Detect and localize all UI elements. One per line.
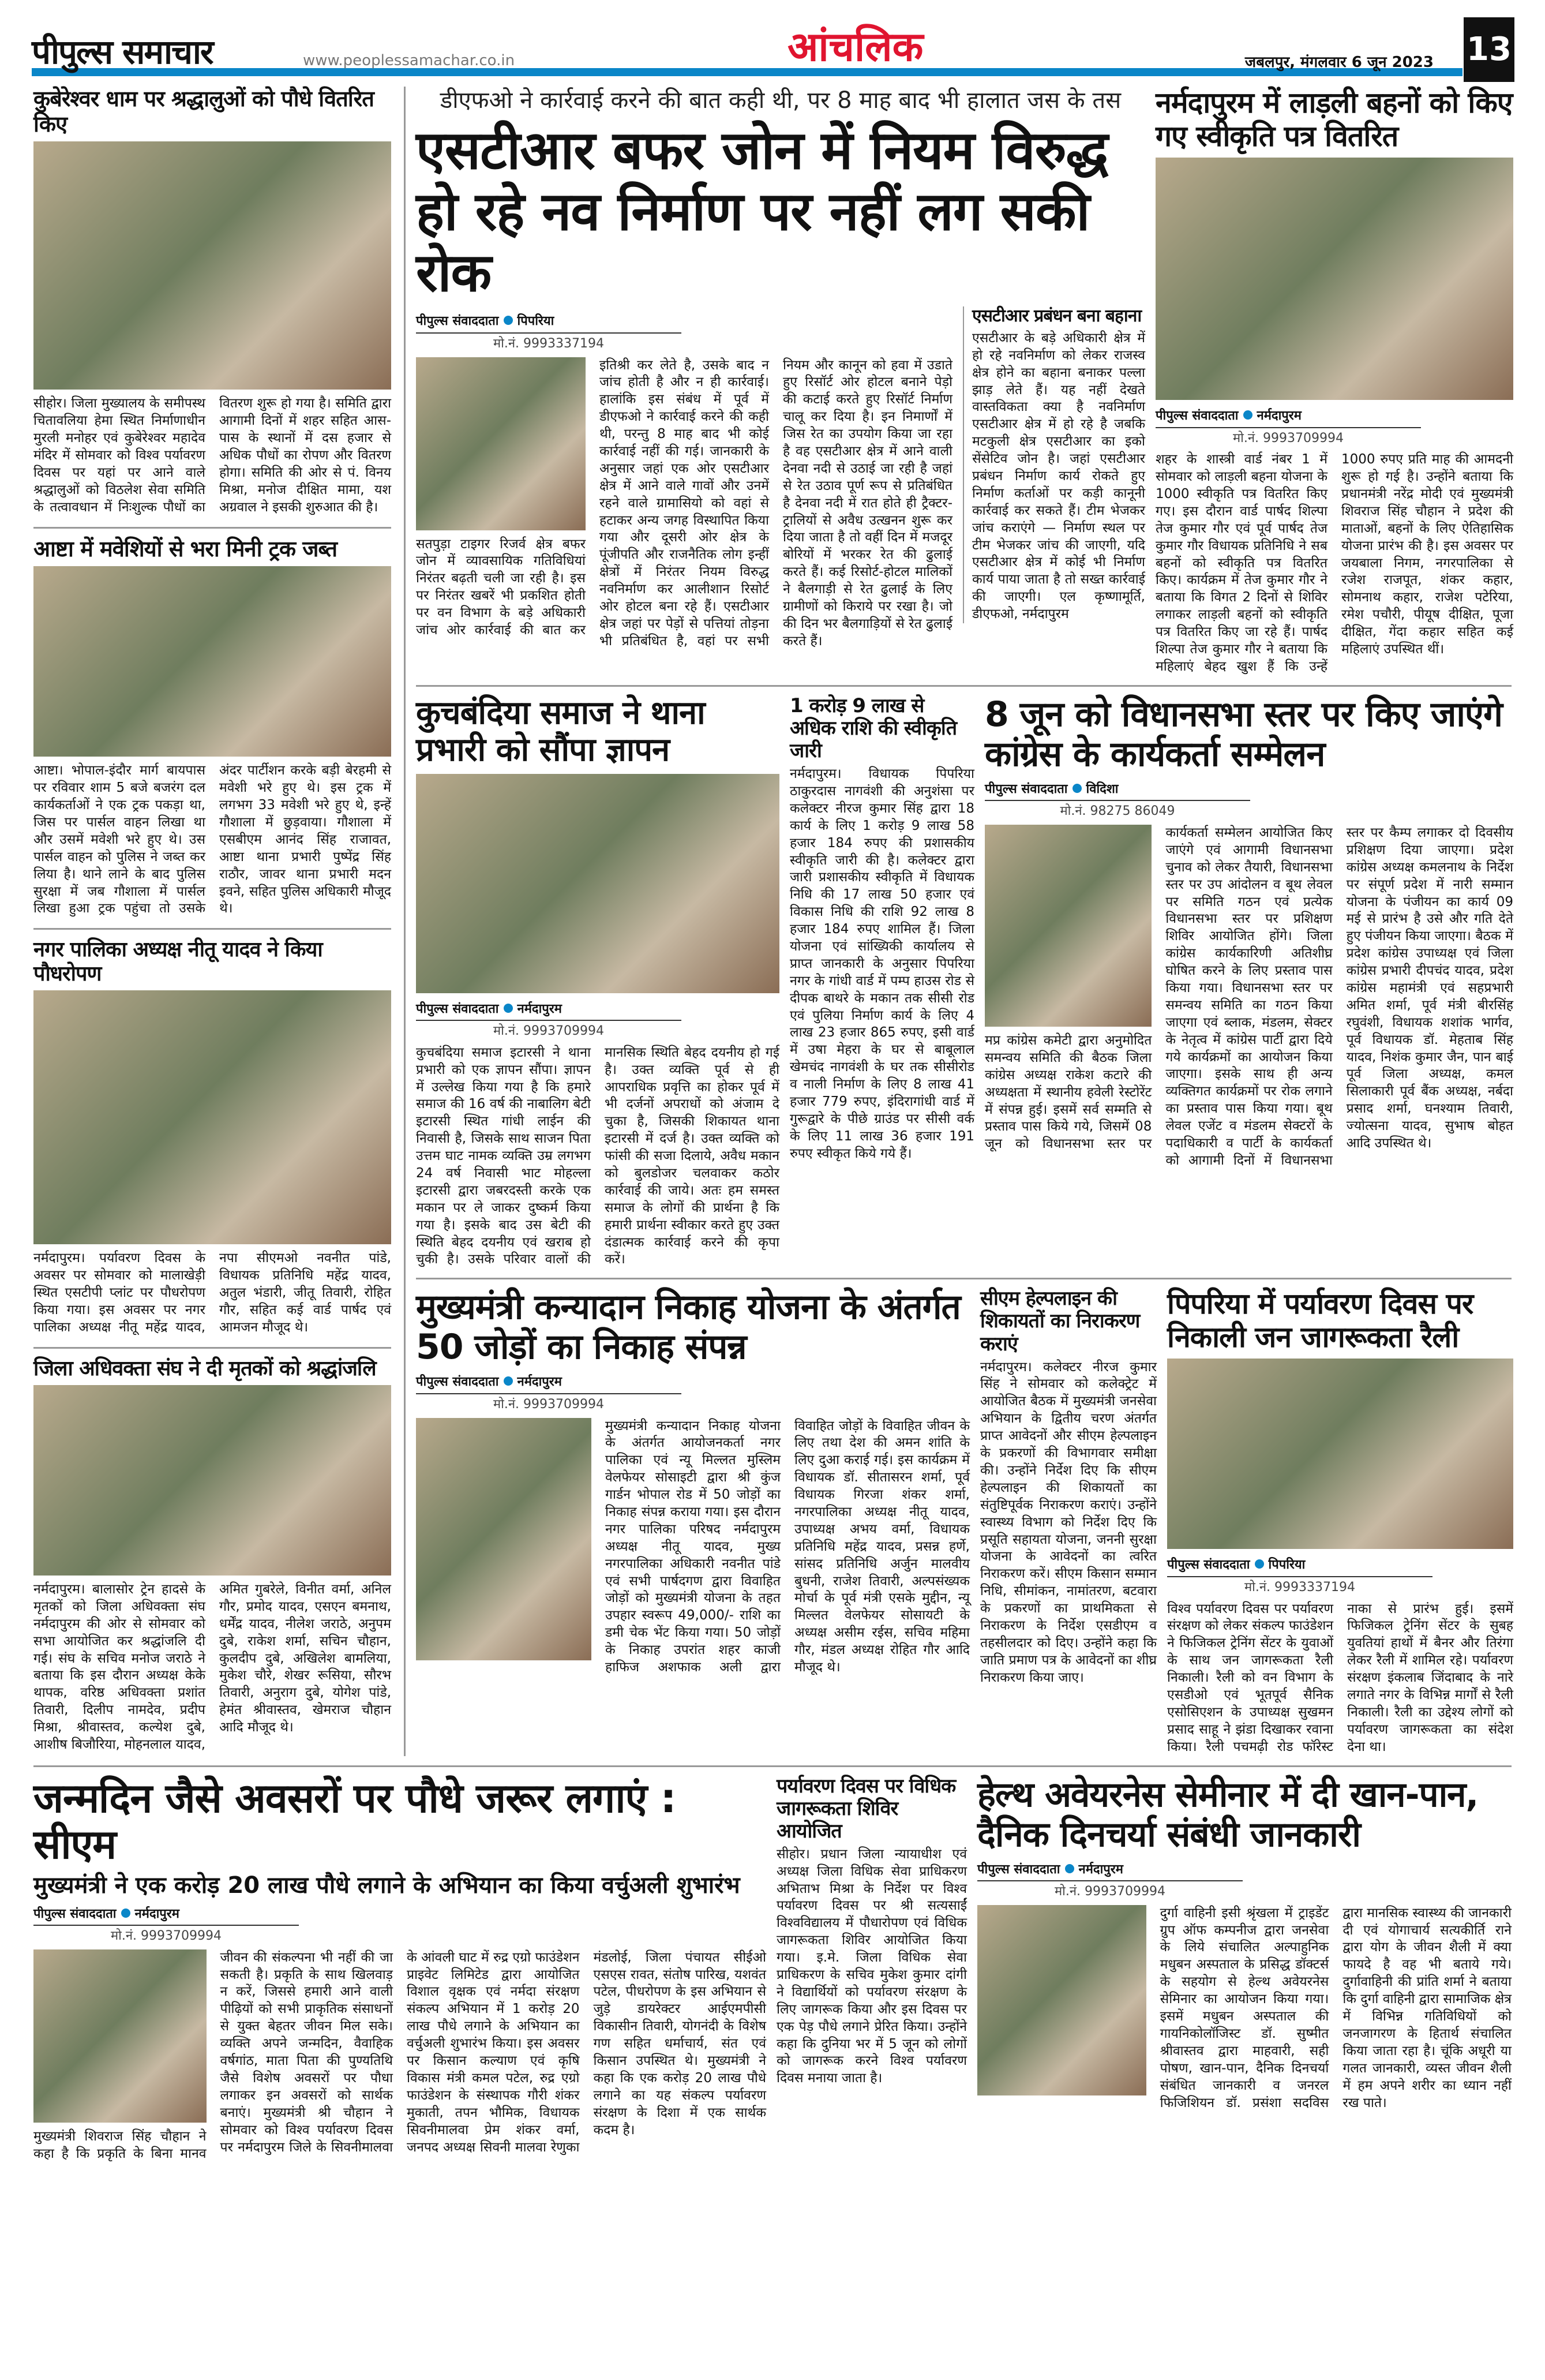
article-kuchbandiya [416,695,779,1269]
article-satr [416,87,1145,650]
article-byline [985,779,1250,802]
page-content [33,87,1512,2162]
article-headline: कुबेरेश्वर धाम पर श्रद्धालुओं को पौधे वितरित किए [33,86,374,137]
dateline-place: नर्मदापुरम [134,1906,179,1921]
news-row [416,685,1512,1269]
dateline-place: पिपरिया [517,314,554,329]
reporter-name: पीपुल्स संवाददाता [416,314,499,329]
article-congress [985,695,1513,1170]
article-body-text: दुर्गा वाहिनी इसी श्रृंखला में ट्राइडेंट ग्रुप ऑफ कम्पनीज द्वारा जनसेवा के लिये संचालित अल्पाहुनिक मधुबन अस्पताल के प्रसिद्ध डॉक्टर्स के सहयोग से हेल्थ अवेयरनेस सेमिनार का आयोजन किया गया। इसमें मधुबन अस्पताल की गायनिकोलॉजिस्ट डॉ. सुष्मीत श्रीवास्तव द्वारा माहवारी, सही पोषण, खान-पान, दैनिक दिनचर्या संबंधित जानकारी व जनरल फिजिशियन डॉ. प्रसंशा सदविस द्वारा मानसिक स्वास्थ्य की जानकारी दी एवं योगाचार्य सत्यकीर्ति राने द्वारा योग के जीवन शैली में क्या फायदे है वह भी बताये गये। दुर्गावाहिनी की प्रांति शर्मा ने बताया कि दुर्गा वाहिनी द्वारा सामाजिक क्षेत्र में विभिन्न गतिविधियों को जनजागरण के हितार्थ संचालित किया जाता रहा है। चूंकि अधूरी या गलत जानकारी, व्यस्त जीवन शैली में हम अपने शरीर का ध्यान नहीं रख पाते। [1160,1905,1512,2110]
article-photo [33,1385,391,1576]
reporter-mobile: मो.नं. 9993337194 [493,336,604,351]
article-headline: कुचबंदिया समाज ने थाना प्रभारी को सौंपा ज्ञापन [416,694,705,769]
article-headline: आष्टा में मवेशियों से भरा मिनी ट्रक जब्त [33,536,337,562]
article-kicker: डीएफओ ने कार्रवाई करने की बात कही थी, पर 8 माह बाद भी हालात जस के तस [440,87,1122,114]
article-photo [33,1949,207,2123]
article-byline [416,999,681,1021]
article-body [33,395,391,516]
article-body-text: नर्मदापुरम। पर्यावरण दिवस के अवसर पर सोमवार को मालाखेड़ी स्थित एसटीपी प्लांट पर पौधरोपण किया गया। इस अवसर पर नगर पालिका अध्यक्ष नीतू महेंद्र यादव, नपा सीएमओ नवनीत पांडे, विधायक प्रतिनिधि महेंद्र यादव, अतुल भंडारी, जीतू तिवारी, रोहित गौर, सहित कई वार्ड पार्षद एवं आमजन मौजूद थे। [33,1251,391,1335]
article-headline: नर्मदापुरम में लाड़ली बहनों को किए गए स्वीकृति पत्र वितरित [1156,86,1513,153]
article-byline [977,1859,1243,1882]
reporter-name: पीपुल्स संवाददाता [33,1906,117,1921]
satr-side-slot [963,306,1145,623]
article-byline [1167,1555,1432,1577]
reporter-name: पीपुल्स संवाददाता [416,1001,499,1016]
article-headline: 1 करोड़ 9 लाख से अधिक राशि की स्वीकृति जारी [790,694,957,762]
news-row [416,87,1512,676]
article-headline: मुख्यमंत्री कन्यादान निकाह योजना के अंतर्गत 50 जोड़ों का निकाह संपन्न [416,1287,961,1368]
satr-main-column [416,306,952,650]
article-photo [985,825,1152,1027]
article-body [33,1581,391,1754]
article-headline: पर्यावरण दिवस पर विधिक जागरूकता शिविर आयोजित [777,1774,956,1843]
article-adhivakta [33,1347,391,1754]
reporter-mobile: मो.नं. 9993709994 [493,1397,604,1412]
reporter-name: पीपुल्स संवाददाता [985,781,1068,796]
article-photo [1156,158,1513,400]
article-headline: जिला अधिवक्ता संघ ने दी मृतकों को श्रद्धांजलि [33,1356,376,1380]
left-column [33,87,391,1754]
article-headline: एसटीआर प्रबंधन बना बहाना [972,306,1142,327]
article-photo [33,990,391,1244]
news-row [416,1278,1512,1756]
article-headline: जन्मदिन जैसे अवसरों पर पौधे जरूर लगाएं : सीएम [33,1774,676,1869]
bullet-icon [504,316,513,325]
article-subheadline: मुख्यमंत्री ने एक करोड़ 20 लाख पौधे लगाने के अभियान का किया वर्चुअली शुभारंभ [33,1872,740,1899]
article-body-text: नर्मदापुरम। कलेक्टर नीरज कुमार सिंह ने सोमवार को कलेक्ट्रेट में आयोजित बैठक में मुख्यमंत्री जनसेवा अभियान के द्वितीय चरण अंतर्गत प्राप्त आवेदनों और सीएम हेल्पलाइन के प्रकरणों की विभागवार समीक्षा की। उन्होंने निर्देश दिए कि सीएम हेल्पलाइन की शिकायतों का संतुष्टिपूर्वक निराकरण कराएं। उन्होंने स्वास्थ्य विभाग को निर्देश दिए कि प्रसूति सहायता योजना, जननी सुरक्षा योजना के आवेदनों का त्वरित निराकरण करें। सीएम किसान सम्मान निधि, सीमांकन, नामांतरण, बटवारा के प्रकरणों का प्राथमिकता से निराकरण के निर्देश एसडीएम व तहसीलदार को दिए। उन्होंने कहा कि जाति प्रमाण पत्र के आवेदनों का शीघ्र निराकरण किया जाए। [980,1359,1157,1685]
bullet-icon [504,1004,513,1013]
article-byline [33,1904,299,1926]
bullet-icon [1255,1559,1264,1569]
article-headline: पिपरिया में पर्यावरण दिवस पर निकाली जन जागरूकता रैली [1167,1287,1473,1354]
upper-section [33,87,1512,1756]
article-body-text: मुख्यमंत्री कन्यादान निकाह योजना के अंतर्गत आयोजनकर्ता नगर पालिका एवं न्यू मिल्लत मुस्लिम वेलफेयर सोसाइटी द्वारा श्री कुंज गार्डन भोपाल रोड में 50 जोड़ों का निकाह संपन्न कराया गया। इस दौरान नगर पालिका परिषद नर्मदापुरम अध्यक्ष नीतू यादव, मुख्य नगरपालिका अधिकारी नवनीत पांडे एवं सभी पार्षदगण द्वारा विवाहित जोड़ों को मुख्यमंत्री योजना के तहत उपहार स्वरूप 49,000/- राशि का डमी चेक भेंट किया गया। 50 जोड़ों के निकाह उपरांत शहर काजी हाफिज अशफाक अली द्वारा विवाहित जोड़ों के विवाहित जीवन के लिए तथा देश की अमन शांति के लिए दुआ कराई गई। इस कार्यक्रम में विधायक डॉ. सीतासरन शर्मा, पूर्व विधायक गिरजा शंकर शर्मा, नगरपालिका अध्यक्ष नीतू यादव, उपाध्यक्ष अभय वर्मा, विधायक प्रतिनिधि महेंद्र यादव, प्रसन्न हर्णे, सांसद प्रतिनिधि अर्जुन मालवीय बुधनी, राजेश तिवारी, अल्पसंख्यक मोर्चा के पूर्व मंत्री एसके मुद्दीन, न्यू मिल्लत वेलफेयर सोसायटी के अध्यक्ष असीम रईस, सचिव महिमा गौर, मंडल अध्यक्ष रोहित गौर आदि मौजूद थे। [605,1418,970,1675]
article-body-text: नर्मदापुरम। विधायक पिपरिया ठाकुरदास नागवंशी की अनुशंसा पर कलेक्टर नीरज कुमार सिंह द्वारा 18 कार्य के लिए 1 करोड़ 9 लाख 58 हजार 184 रुपए की प्रशासकीय स्वीकृति जारी की है। कलेक्टर द्वारा जारी प्रशासकीय स्वीकृति में विधायक निधि की 17 लाख 50 हजार एवं विकास निधि की राशि 92 लाख 8 हजार 184 रुपए शामिल हैं। जिला योजना एवं सांख्यिकी कार्यालय से प्राप्त जानकारी के अनुसार पिपरिया नगर के गांधी वार्ड में पम्प हाउस रोड से दीपक बाथरे के मकान तक सीसी रोड एवं पुलिया निर्माण कार्य के लिए 4 लाख 23 हजार 865 रुपए, इसी वार्ड में उषा मेहरा के घर से बाबूलाल खेमचंद नागवंशी के घर तक सीसीरोड व नाली निर्माण के लिए 8 लाख 41 हजार 779 रुपए, इंदिरागांधी वार्ड में गुरूद्वारे के पीछे ग्राउंड पर सीसी वर्क के लिए 11 लाख 36 हजार 191 रुपए स्वीकृत किये गये हैं। [790,766,974,1161]
reporter-mobile: मो.नं. 9993709994 [493,1024,604,1039]
article-body-text: शहर के शास्त्री वार्ड नंबर 1 में सोमवार को लाड़ली बहना योजना के 1000 स्वीकृति पत्र वितरित किए गए। इस दौरान वार्ड पार्षद शिल्पा तेज कुमार गौर एवं पूर्व पार्षद तेज कुमार गौर विधायक प्रतिनिधि ने सब बहनों को स्वीकृति पत्र वितरित किए। कार्यक्रम में तेज कुमार गौर ने बताया कि विगत 2 दिनों से शिविर लगाकर लाड़ली बहनों को स्वीकृति पत्र वितरित किए जा रहे हैं। पार्षद शिल्पा तेज कुमार गौर ने बताया कि महिलाएं बेहद खुश हैं कि उन्हें 1000 रुपए प्रति माह की आमदनी शुरू हो गई है। उन्होंने बताया कि प्रधानमंत्री नरेंद्र मोदी एवं मुख्यमंत्री शिवराज सिंह चौहान ने प्रदेश की माताओं, बहनों के लिए ऐतिहासिक योजना प्रारंभ की है। इस अवसर पर जयबाला निगम, नगरपालिका से रजेश राजपूत, शंकर कहार, सोमनाथ कहार, राजेश पटेरिया, रमेश पचौरी, पीयूष दीक्षित, पूजा दीक्षित, गेंदा कहार सहित कई महिलाएं उपस्थित थीं। [1156,452,1513,674]
article-body [1167,1601,1513,1756]
article-body-text: सीहोर। प्रधान जिला न्यायाधीश एवं अध्यक्ष जिला विधिक सेवा प्राधिकरण अभिताभ मिश्रा के निर्देश पर विश्व पर्यावरण दिवस पर श्री सत्यसाईं विश्वविद्यालय में पौधारोपण एवं विधिक जागरूकता शिविर आयोजित किया गया। इ.मे. जिला विधिक सेवा प्राधिकरण के सचिव मुकेश कुमार दांगी ने विद्यार्थियों को पर्यावरण संरक्षण के लिए जागरूक किया और इस दिवस पर एक पेड़ पौधे लगाने प्रेरित किया। उन्होंने कहा कि दुनिया भर में 5 जून को लोगों को जागरूक करने विश्व पर्यावरण दिवस मनाया जाता है। [777,1846,967,2086]
article-photo [977,1905,1146,2095]
dateline-place: नर्मदापुरम [517,1001,562,1016]
article-body [790,766,974,1162]
article-photo [416,774,779,993]
bullet-icon [1243,410,1252,420]
article-body [416,1418,970,1677]
dateline-place: पिपरिया [1268,1558,1306,1573]
reporter-mobile: मो.नं. 9993709994 [1054,1884,1165,1899]
article-body-text: कुचबंदिया समाज इटारसी ने थाना प्रभारी को एक ज्ञापन सौंपा। ज्ञापन में उल्लेख किया गया है कि हमारे समाज की 16 वर्ष की नाबालिग बेटी इटारसी स्थित गांधी लाईन की निवासी है, जिसके साथ साजन पिता उत्तम घाट नामक व्यक्ति उम्र लगभग 24 वर्ष निवासी भाट मोहल्ला इटारसी द्वारा जबरदस्ती करके एक मकान पर ले जाकर दुष्कर्म किया गया है। इसके बाद उस बेटी की स्थिति बेहद दयनीय एवं खराब हो चुकी है। उसके परिवार वालों की मानसिक स्थिति बेहद दयनीय हो गई है। उक्त व्यक्ति पूर्व से ही आपराधिक प्रवृत्ति का होकर पूर्व में भी दर्जनों अपराधों को अंजाम दे चुका है, जिसकी शिकायत थाना इटारसी में दर्ज है। उक्त व्यक्ति को फांसी की सजा दिलाये, अवैध मकान को बुलडोजर चलवाकर कठोर कार्रवाई की जाये। अतः हम समस्त समाज के लोगों की प्रार्थना है कि हमारी प्रार्थना स्वीकार करते हुए उक्त दंडात्मक कार्रवाई करने की कृपा करें। [416,1045,779,1267]
article-cm-plants [33,1775,766,2163]
article-pipariya-rally [1167,1288,1513,1756]
article-photo [1167,1359,1513,1549]
article-body-text: सीहोर। जिला मुख्यालय के समीपस्थ चितावलिया हेमा स्थित निर्माणाधीन मुरली मनोहर एवं कुबेरेश्वर महादेव मंदिर में सोमवार को विश्व पर्यावरण दिवस पर यहां पर आने वाले श्रद्धालुओं को विठलेश सेवा समिति के तत्वावधान में निःशुल्क पौधों का वितरण शुरू हो गया है। समिति द्वारा आगामी दिनों में शहर सहित आस-पास के स्थानों में दस हजार से अधिक पौधों का रोपण और वितरण होगा। समिति की ओर से पं. विनय मिश्रा, मनोज दीक्षित मामा, यश अग्रवाल ने इसकी शुरुआत की है। [33,396,391,515]
dateline-place: नर्मदापुरम [517,1375,562,1390]
article-body [777,1846,967,2087]
article-photo [33,566,391,757]
section-title: आंचलिक [787,23,924,70]
dateline-place: विदिशा [1086,781,1119,796]
article-ashta [33,527,391,918]
reporter-name: पीपुल्स संवाददाता [977,1862,1060,1877]
article-body-text: एसटीआर के बड़े अधिकारी क्षेत्र में हो रहे नवनिर्माण को लेकर राजस्व क्षेत्र होने का बहाना बनाकर पल्ला झाड़ लेते हैं। यह नहीं देखते वास्तविकता क्या है नवनिर्माण एसटीआर क्षेत्र में हो रहे है जबकि मटकुली क्षेत्र एसटीआर का इको सेंसेटिव जोन है। जहां एसटीआर प्रबंधन निर्माण कार्य रोकते हुए निर्माण कर्ताओं पर कड़ी कानूनी कार्रवाई कर सकते हैं। टीम भेजकर जांच कराएंगे — निर्माण स्थल पर टीम भेजकर जांच की जाएगी, यदि एसटीआर क्षेत्र में कोई भी निर्माण कार्य पाया जाता है तो सख्त कार्रवाई की जाएगी। एल कृष्णामूर्ति, डीएफओ, नर्मदापुरम [972,330,1145,622]
article-photo [33,141,391,390]
article-health [977,1775,1512,2112]
article-body-text: नर्मदापुरम। बालासोर ट्रेन हादसे के मृतकों को जिला अधिवक्ता संघ नर्मदापुरम की ओर से सोमवार को सभा आयोजित कर श्रद्धांजलि दी गई। संघ के सचिव मनोज जराठे ने बताया कि इस दौरान अध्यक्ष केके थापक, वरिष्ठ अधिवक्ता प्रशांत तिवारी, दिलीप नामदेव, प्रदीप मिश्रा, श्रीवास्तव, कल्येश दुबे, आशीष बिजौरिया, मोहनलाल यादव, अमित गुबरेले, विनीत वर्मा, अनिल गौर, प्रमोद यादव, एसएन बमनाथ, धर्मेंद्र यादव, नीलेश जराठे, अनुपम दुबे, राकेश शर्मा, सचिन चौहान, कुलदीप दुबे, अखिलेश बामलिया, मुकेश चौरे, शेखर रूसिया, सौरभ तिवारी, अनुराग दुबे, योगेश पांडे, हेमंत श्रीवास्तव, खेमराज चौहान आदि मौजूद थे। [33,1581,391,1752]
article-body [1156,451,1513,676]
reporter-mobile: मो.नं. 9993709994 [1232,431,1344,446]
article-kubereshwar [33,87,391,517]
bullet-icon [121,1909,130,1918]
article-byline [416,311,681,334]
article-body-text: आष्टा। भोपाल-इंदौर मार्ग बायपास पर रविवार शाम 5 बजे बजरंग दल कार्यकर्ताओं ने एक ट्रक पकड़ा था, जिस पर पार्सल वाहन लिखा था और उसमें मवेशी भरे हुए थे। उस पार्सल वाहन को पुलिस ने जब्त कर लिया है। थाने लाने के बाद पुलिस सुरक्षा में जब गौशाला में पार्सल लिखा हुआ ट्रक पहुंचा तो उसके अंदर पार्टीशन करके बड़ी बेरहमी से मवेशी भरे हुए थे। इस ट्रक में लगभग 33 मवेशी भरे हुए थे, इन्हें गौशाला में छुड़वाया। गौशाला में एसबीएम आनंद सिंह राजावत, आष्टा थाना प्रभारी पुष्पेंद्र सिंह राठौर, जावर थाना प्रभारी मदन इवने, सहित पुलिस अधिकारी मौजूद थे। [33,763,391,916]
article-nagarpalika [33,928,391,1336]
article-body [980,1359,1157,1687]
article-photo [416,1418,591,1660]
bullet-icon [1065,1864,1074,1873]
article-body [985,825,1513,1170]
article-headline: एसटीआर बफर जोन में नियम विरुद्ध हो रहे नव निर्माण पर नहीं लग सकी रोक [416,119,1108,304]
masthead [32,17,1514,75]
article-byline [1156,406,1421,428]
bottom-row [33,1765,1512,2163]
reporter-mobile: मो.नं. 9993337194 [1244,1580,1355,1595]
article-swikriti [790,695,974,1163]
article-body [972,330,1145,623]
article-body-text: सतपुड़ा टाइगर रिजर्व क्षेत्र बफर जोन में व्यावसायिक गतिविधियां निरंतर बढ़ती चली जा रही है। इस पर निरंतर खबरें भी प्रकशित होती पर वन विभाग के बड़े अधिकारी जांच ओर कार्रवाई की बात कर इतिश्री कर लेते है, उसके बाद न जांच होती है और न ही कार्रवाई। हालांकि इस संबंध में पूर्व में डीएफओ ने कार्रवाई करने की कही थी, परन्तु 8 माह बाद भी कोई कार्रवाई नहीं की गई। जानकारी के अनुसार जहां एक ओर एसटीआर क्षेत्र में आने वाले गावों और उनमें रहने वाले ग्रामासियो को वहां से हटाकर अन्य जगह विस्थापित किया गया और दूसरी ओर क्षेत्र के पूंजीपति और राजनैतिक लोग इन्हीं क्षेत्रों में निरंतर नियम विरुद्ध नवनिर्माण कर आलीशान रिसोर्ट ओर होटल बना रहे हैं। एसटीआर क्षेत्र जहां पर पेड़ों से पत्तियां तोड़ना भी प्रतिबंधित है, वहां पर सभी नियम और कानून को हवा में उडाते हुए रिसॉर्ट ओर होटल बनाने पेड़ो की कटाई करते हुए रिसॉर्ट निर्माण चालू कर दिया है। इन निमार्णों में जिस रेत का उपयोग किया जा रहा है वह एसटीआर क्षेत्र में आने वाली देनवा नदी से उठाई जा रही है जहां से रेत उठाव पूर्ण रूप से प्रतिबंधित है देनवा नदी में रात होते ही ट्रैक्टर-ट्रालियों से अवैध उत्खनन शुरू कर दिया जाता है तो वहीं दिन में मजदूर बोरियों में भरकर रेत की ढुलाई करते हैं। कई रिसोर्ट-होटल मालिकों ने बैलगाड़ी से रेत ढुलाई के लिए ग्रामीणों को किराये पर रखा है। जो की दिन भर बैलगाड़ियों से रेत ढुलाई करते हैं। [416,357,952,649]
article-body [33,1949,766,2163]
article-headline: 8 जून को विधानसभा स्तर पर किए जाएंगे कांग्रेस के कार्यकर्ता सम्मेलन [985,694,1502,774]
article-body [416,1045,779,1269]
article-body-text: विश्व पर्यावरण दिवस पर पर्यावरण संरक्षण को लेकर संकल्प फाउंडेशन ने फिजिकल ट्रेनिंग सेंटर के युवाओं के साथ जन जागरूकता रैली निकाली। रैली को वन विभाग के एसडीओ एवं भूतपूर्व सैनिक एसोसिएशन के उपाध्यक्ष सुखमन प्रसाद साहू ने झंडा दिखाकर रवाना किया। रैली पचमढ़ी रोड फॉरेस्ट नाका से प्रारंभ हुई। इसमें फिजिकल ट्रेनिंग सेंटर के सुबह युवतियां हाथों में बैनर और तिरंगा लेकर रैली में शामिल रहे। पर्यावरण संरक्षण इंकलाब जिंदाबाद के नारे लगाते नगर के विभिन्न मार्गों से रैली निकाली। रैली का उद्देश्य लोगों को पर्यावरण जागरूकता का संदेश देना था। [1167,1601,1513,1754]
reporter-name: पीपुल्स संवाददाता [1156,409,1239,423]
article-headline: नगर पालिका अध्यक्ष नीतू यादव ने किया पौधरोपण [33,938,322,986]
main-area [404,87,1512,1756]
reporter-mobile: मो.नं. 98275 86049 [1060,804,1175,819]
article-body [977,1905,1512,2112]
bullet-icon [504,1376,513,1386]
article-vidhik [777,1775,967,2088]
article-body-text: मप्र कांग्रेस कमेटी द्वारा अनुमोदित समन्वय समिति की बैठक जिला कांग्रेस अध्यक्ष राकेश कटारे की अध्यक्षता में स्थानीय हवेली रेस्टोरेंट में संपन्न हुई। इसमें सर्व सम्मति से प्रस्ताव पास किये गये, जिसमें 08 जून को विधानसभा स्तर पर कार्यकर्ता सम्मेलन आयोजित किए जाएंगे एवं आगामी विधानसभा चुनाव को लेकर तैयारी, विधानसभा स्तर पर उप आंदोलन व बूथ लेवल पर समिति गठन एवं प्रत्येक विधानसभा स्तर पर प्रशिक्षण शिविर आयोजित होंगे। जिला कांग्रेस कार्यकारिणी अतिशीघ्र घोषित करने के लिए प्रस्ताव पास किया गया। विधानसभा स्तर पर समन्वय समिति का गठन किया जाएगा एवं ब्लाक, मंडलम, सेक्टर के नेतृत्व में कांग्रेस पार्टी द्वारा दिये गये कार्यक्रमों का आयोजन किया जाएगा। इसके साथ ही अन्य व्यक्तिगत कार्यक्रमों पर रोक लगाने का प्रस्ताव पास किया गया। बूथ लेवल एजेंट व मंडलम सेक्टरों के पदाधिकारी व पार्टी के कार्यकर्ता को आगामी दिनों में विधानसभा स्तर पर कैम्प लगाकर दो दिवसीय प्रशिक्षण दिया जाएगा। प्रदेश कांग्रेस अध्यक्ष कमलनाथ के निर्देश पर संपूर्ण प्रदेश में नारी सम्मान योजना के पंजीयन का कार्य 09 मई से प्रारंभ है उसे और गति देते हुए पंजीयन किया जाएगा। बैठक में प्रदेश कांग्रेस उपाध्यक्ष एवं जिला कांग्रेस प्रभारी दीपचंद यादव, प्रदेश कांग्रेस महामंत्री एवं सहप्रभारी अमित शर्मा, पूर्व मंत्री बीरसिंह रघुवंशी, विधायक शशांक भार्गव, पूर्व विधायक डॉ. मेहताब सिंह यादव, निशंक कुमार जैन, पान बाई पूर्व जिला अध्यक्ष, कमल सिलाकारी पूर्व बैंक अध्यक्ष, नर्बदा प्रसाद शर्मा, घनश्याम तिवारी, ज्योत्सना यादव, सुभाष बोहत आदि उपस्थित थे। [985,825,1513,1168]
article-nikah [416,1288,970,1677]
satr-layout [416,306,1145,650]
article-ladli [1156,87,1513,676]
website-url[interactable]: www.peoplessamachar.co.in [303,52,515,69]
dateline-place: नर्मदापुरम [1257,409,1302,423]
dateline-place: नर्मदापुरम [1078,1862,1123,1877]
page-number: 13 [1464,17,1514,82]
newspaper-logo: पीपुल्स समाचार [32,32,213,72]
article-satr-side [963,306,1145,623]
reporter-name: पीपुल्स संवाददाता [416,1375,499,1390]
article-body-text: मुख्यमंत्री शिवराज सिंह चौहान ने कहा है कि प्रकृति के बिना मानव जीवन की संकल्पना भी नहीं की जा सकती है। प्रकृति के साथ खिलवाड़ न करें, जिससे हमारी आने वाली पीढ़ियों को सभी प्राकृतिक संसाधनों से युक्त बेहतर जीवन मिल सके। व्यक्ति अपने जन्मदिन, वैवाहिक वर्षगांठ, माता पिता की पुण्यतिथि जैसे विशेष अवसरों पर पौधा लगाकर इन अवसरों को सार्थक बनाएं। मुख्यमंत्री श्री चौहान ने सोमवार को विश्व पर्यावरण दिवस पर नर्मदापुरम जिले के सिवनीमालवा के आंवली घाट में रुद्र एग्रो फाउंडेशन प्राइवेट लिमिटेड द्वारा आयोजित विशाल वृक्षक एवं नर्मदा संरक्षण संकल्प अभियान में 1 करोड़ 20 लाख पौधे लगाने के अभियान का वर्चुअली शुभारंभ किया। इस अवसर पर किसान कल्याण एवं कृषि विकास मंत्री कमल पटेल, रुद्र एग्रो फाउंडेशन के संस्थापक गौरी शंकर मुकाती, तपन भौमिक, विधायक सिवनीमालवा प्रेम शंकर वर्मा, जनपद अध्यक्ष सिवनी मालवा रेणुका मंडलोई, जिला पंचायत सीईओ एसएस रावत, संतोष पारिख, यशवंत पटेल, पीधरोपण के इस अभियान से जुड़े डायरेक्टर आईएमपीसी विकासीन तिवारी, योगनंदी के विशेष गण सहित धर्माचार्य, संत एवं किसान उपस्थित थे। मुख्यमंत्री ने कहा कि एक करोड़ 20 लाख पौधे लगाने का यह संकल्प पर्यावरण संरक्षण के दिशा में एक सार्थक कदम है। [33,1949,766,2161]
article-cmhelpline [980,1288,1157,1686]
article-byline [416,1372,681,1394]
bullet-icon [1072,784,1082,793]
article-photo [416,357,586,530]
reporter-name: पीपुल्स संवाददाता [1167,1558,1250,1573]
article-body [416,357,952,650]
reporter-mobile: मो.नं. 9993709994 [110,1929,222,1944]
article-body [33,762,391,918]
article-body [33,1250,391,1336]
article-headline: हेल्थ अवेयरनेस सेमीनार में दी खान-पान, दैनिक दिनचर्या संबंधी जानकारी [977,1774,1479,1855]
edition-date: जबलपुर, मंगलवार 6 जून 2023 [1244,54,1434,71]
article-headline: सीएम हेल्पलाइन की शिकायतों का निराकरण कराएं [980,1287,1140,1356]
